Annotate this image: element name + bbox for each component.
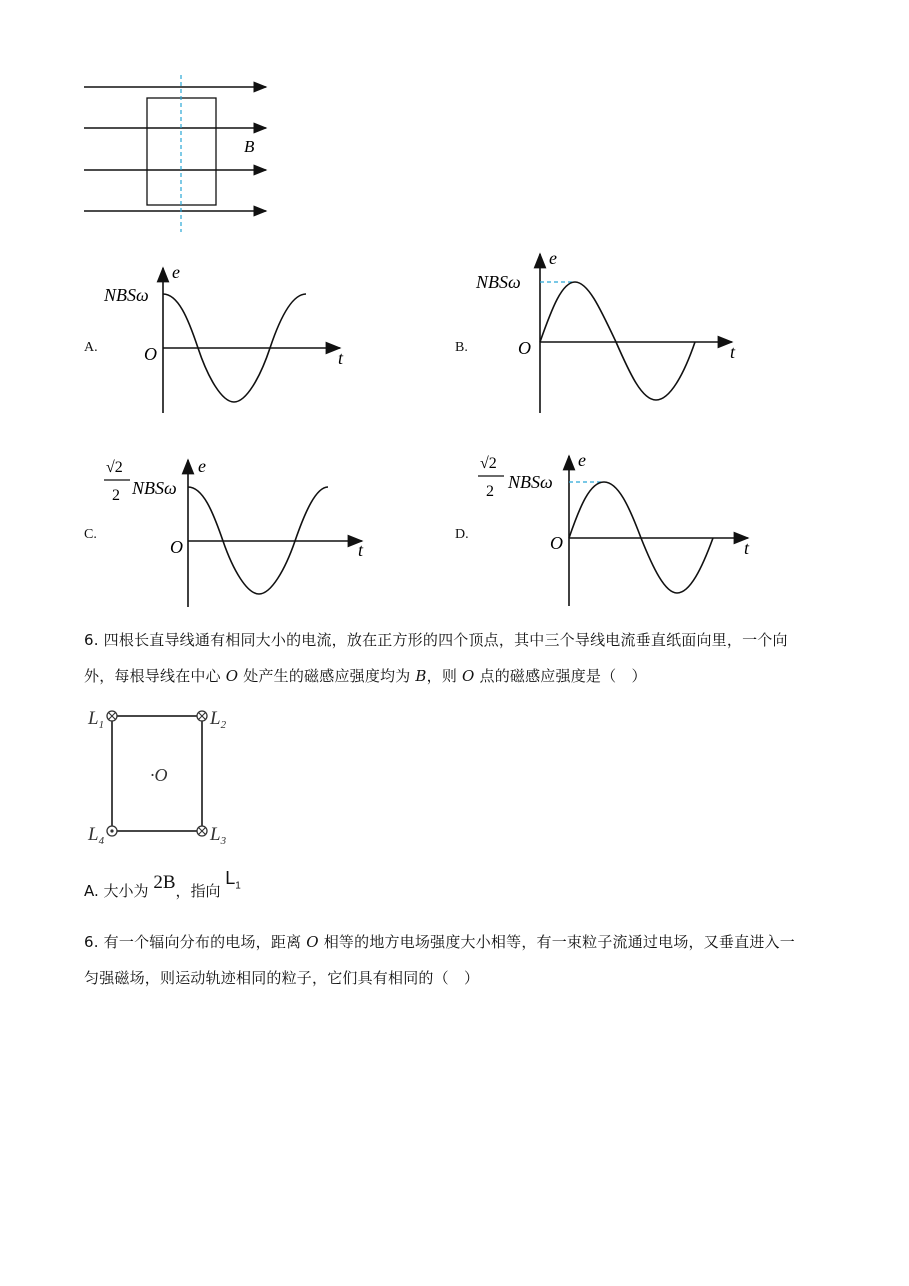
answer-option-a bbox=[84, 868, 241, 904]
wire-into-page-icon bbox=[197, 826, 207, 836]
peak-label: NBSω bbox=[104, 285, 149, 305]
text-run: ，则 bbox=[426, 667, 463, 685]
wire-out-of-page-icon bbox=[107, 826, 117, 836]
option-a-letter: A. bbox=[84, 340, 98, 355]
peak-label: NBSω bbox=[476, 272, 521, 292]
label-l3: $L_3$ bbox=[210, 824, 227, 847]
fraction-denominator: 2 bbox=[486, 483, 494, 500]
symbol-b: B bbox=[415, 667, 427, 685]
label-l4: $L_4$ bbox=[88, 824, 105, 847]
text-run: 外，每根导线在中心 bbox=[84, 667, 226, 685]
wire-into-page-icon bbox=[197, 711, 207, 721]
e-axis-label: e bbox=[198, 456, 206, 476]
answer-value: 2B bbox=[153, 872, 176, 893]
text-run: 相等的地方电场强度大小相等，有一束粒子流通过电场，又垂直进入一 bbox=[318, 933, 795, 951]
t-axis-label: t bbox=[338, 348, 344, 368]
question-6b-line2: 匀强磁场，则运动轨迹相同的粒子，它们具有相同的（ ） bbox=[84, 969, 480, 987]
fraction-denominator: 2 bbox=[112, 487, 120, 504]
answer-target: $L_1$ bbox=[225, 868, 241, 892]
origin-label: O bbox=[550, 533, 563, 553]
square-wires-figure bbox=[84, 702, 234, 852]
center-o-label: ·O bbox=[150, 765, 168, 785]
text-run: 点的磁感应强度是（ ） bbox=[474, 667, 647, 685]
text-run: 处产生的磁感应强度均为 bbox=[238, 667, 416, 685]
option-b-letter: B. bbox=[455, 340, 468, 355]
peak-label: NBSω bbox=[132, 478, 177, 498]
peak-label: NBSω bbox=[508, 472, 553, 492]
question-6a bbox=[84, 622, 829, 694]
e-axis-label: e bbox=[578, 450, 586, 470]
field-coil-figure bbox=[80, 70, 280, 235]
symbol-o: O bbox=[306, 933, 319, 951]
label-l2: $L_2$ bbox=[210, 708, 227, 731]
field-label-B: B bbox=[244, 137, 255, 156]
e-axis-label: e bbox=[549, 248, 557, 268]
question-6b bbox=[84, 924, 829, 996]
question-6a-line1: 6. 四根长直导线通有相同大小的电流，放在正方形的四个顶点，其中三个导线电流垂直纸面向里，一个向 bbox=[84, 631, 788, 649]
text-run: A. 大小为 bbox=[84, 882, 154, 900]
t-axis-label: t bbox=[744, 538, 750, 558]
wire-into-page-icon bbox=[107, 711, 117, 721]
option-d-letter: D. bbox=[455, 527, 469, 542]
symbol-o: O bbox=[462, 667, 475, 685]
text-run: ，指向 bbox=[175, 882, 226, 900]
origin-label: O bbox=[144, 344, 157, 364]
option-c-letter: C. bbox=[84, 527, 97, 542]
symbol-o: O bbox=[225, 667, 239, 685]
sine-curve bbox=[540, 282, 695, 400]
fraction-numerator: √2 bbox=[480, 455, 497, 472]
origin-label: O bbox=[170, 537, 183, 557]
question-6b-line1 bbox=[84, 924, 829, 960]
option-d-graph bbox=[472, 448, 762, 610]
question-6a-line2 bbox=[84, 658, 829, 694]
t-axis-label: t bbox=[730, 342, 736, 362]
option-a-graph bbox=[100, 258, 360, 418]
fraction-numerator: √2 bbox=[106, 459, 123, 476]
origin-label: O bbox=[518, 338, 531, 358]
text-run: 6. 有一个辐向分布的电场，距离 bbox=[84, 933, 307, 951]
option-c-graph bbox=[100, 452, 380, 612]
t-axis-label: t bbox=[358, 540, 364, 560]
label-l1: $L_1$ bbox=[88, 708, 105, 731]
e-axis-label: e bbox=[172, 262, 180, 282]
option-b-graph bbox=[472, 248, 752, 418]
